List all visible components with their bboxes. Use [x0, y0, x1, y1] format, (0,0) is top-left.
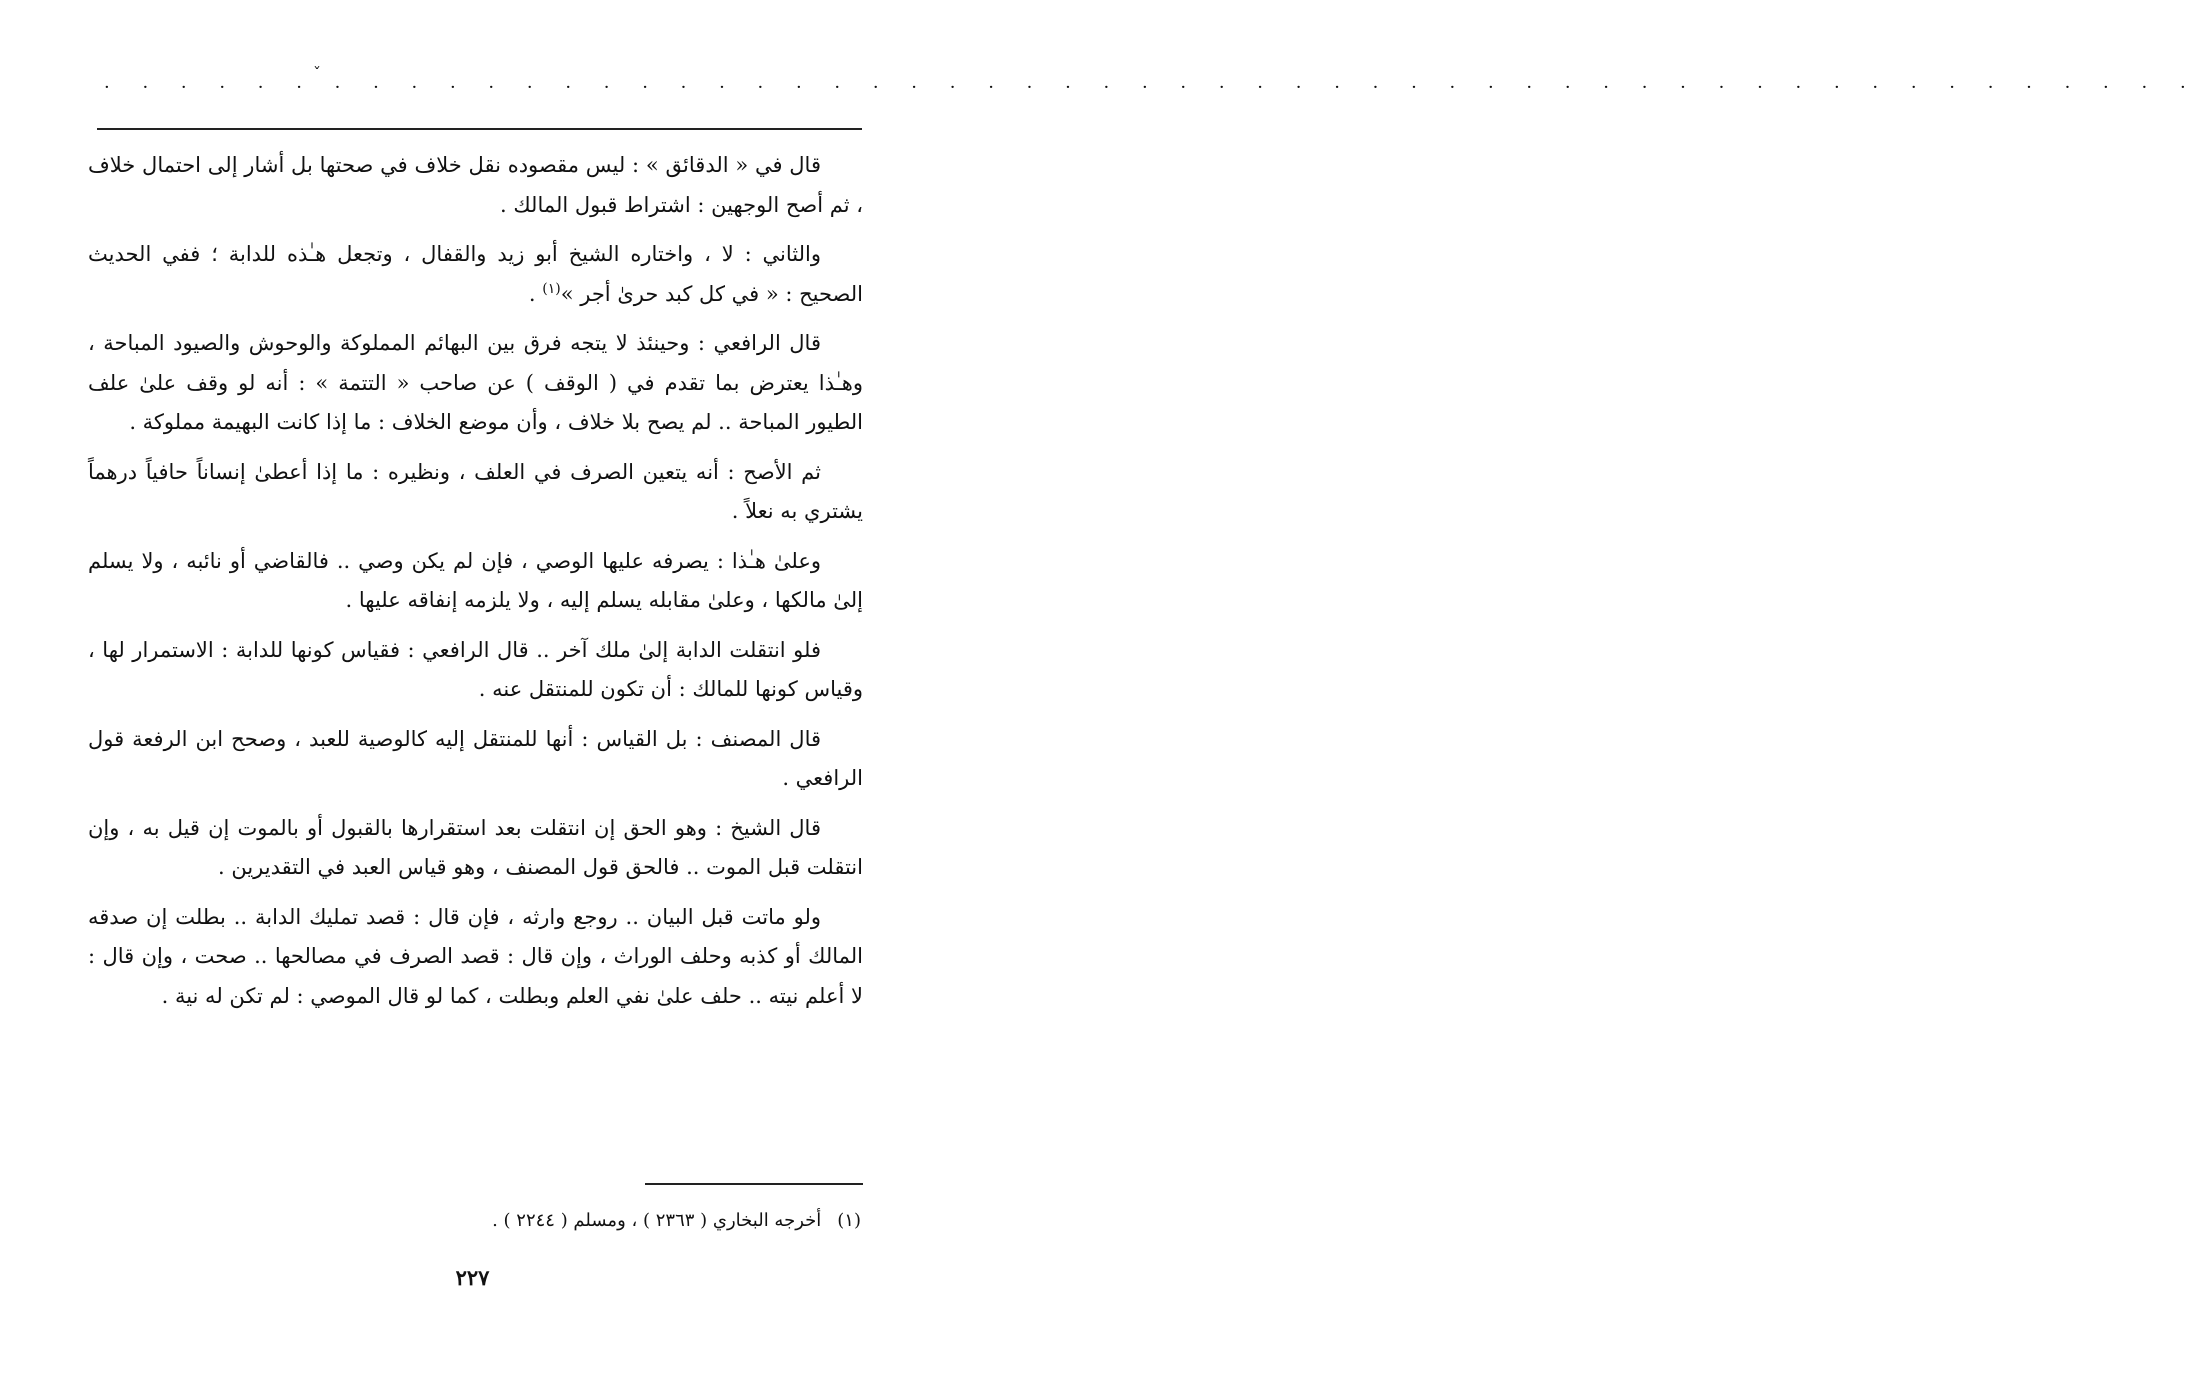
- paragraph-text: والثاني : لا ، واختاره الشيخ أبو زيد والقفال ، وتجعل هـٰذه للدابة ؛ ففي الحديث الصحيح : « في كل كبد حرىٰ أجر »: [88, 242, 863, 306]
- paragraph: [88, 631, 863, 710]
- paragraph-text: قال في « الدقائق » : ليس مقصوده نقل خلاف في صحتها بل أشار إلى احتمال خلاف ، ثم أصح الوجهين : اشتراط قبول المالك .: [88, 153, 863, 217]
- paragraph: [88, 898, 863, 1017]
- footnote: [101, 1207, 861, 1235]
- footnote-number: (١): [837, 1210, 861, 1231]
- paragraph-text: فلو انتقلت الدابة إلىٰ ملك آخر .. قال الرافعي : فقياس كونها للدابة : الاستمرار لها ، وقياس كونها للمالك : أن تكون للمنتقل عنه .: [88, 637, 863, 701]
- paragraph: [88, 146, 863, 225]
- paragraph-text: قال الشيخ : وهو الحق إن انتقلت بعد استقرارها بالقبول أو بالموت إن قيل به ، وإن انتقلت قبل الموت .. فالحق قول المصنف ، وهو قياس العبد في التقديرين .: [88, 815, 863, 879]
- paragraph: [88, 235, 863, 314]
- paragraph-text: وعلىٰ هـٰذا : يصرفه عليها الوصي ، فإن لم يكن وصي .. فالقاضي أو نائبه ، ولا يسلم إلىٰ مالكها ، وعلىٰ مقابله يسلم إليه ، ولا يلزمه إنفاقه عليها .: [88, 548, 863, 612]
- paragraph-text: ثم الأصح : أنه يتعين الصرف في العلف ، ونظيره : ما إذا أعطىٰ إنساناً حافياً درهماً يشتري به نعلاً .: [88, 459, 863, 523]
- page-number: ٢٢٧: [455, 1265, 490, 1290]
- footnote-separator: [645, 1183, 863, 1185]
- page-body: [88, 146, 863, 1026]
- paragraph: [88, 720, 863, 799]
- header-dotted-line: · · · · · · · · · · · · · · · · · · · · · · · · · · · · · · · · · · · · · · · · · · · · · · · · · · · · · · ·: [104, 77, 2199, 98]
- paragraph: [88, 324, 863, 443]
- footnote-reference: (١): [542, 280, 561, 297]
- paragraph-ending: .: [528, 281, 543, 306]
- paragraph: [88, 809, 863, 888]
- footnote-text: أخرجه البخاري ( ٢٣٦٣ ) ، ومسلم ( ٢٢٤٤ ) .: [492, 1210, 822, 1231]
- paragraph: [88, 542, 863, 621]
- header-rule: [97, 128, 862, 130]
- paragraph-text: قال المصنف : بل القياس : أنها للمنتقل إليه كالوصية للعبد ، وصحح ابن الرفعة قول الرافعي .: [88, 726, 863, 790]
- paragraph-text: ولو ماتت قبل البيان .. روجع وارثه ، فإن قال : قصد تمليك الدابة .. بطلت إن صدقه المالك أو كذبه وحلف الوراث ، وإن قال : قصد الصرف في مصالحها .. صحت ، وإن قال : لا أعلم نيته .. حلف علىٰ نفي العلم وبطلت ، كما لو قال الموصي : لم تكن له نية .: [88, 904, 863, 1008]
- paragraph-text: قال الرافعي : وحينئذ لا يتجه فرق بين البهائم المملوكة والوحوش والصيود المباحة ، وهـٰذا يعترض بما تقدم في ( الوقف ) عن صاحب « التتمة » : أنه لو وقف علىٰ علف الطيور المباحة .. لم يصح بلا خلاف ، وأن موضع الخلاف : ما إذا كانت البهيمة مملوكة .: [88, 331, 863, 434]
- top-mark: ˯: [313, 50, 321, 69]
- paragraph: [88, 453, 863, 532]
